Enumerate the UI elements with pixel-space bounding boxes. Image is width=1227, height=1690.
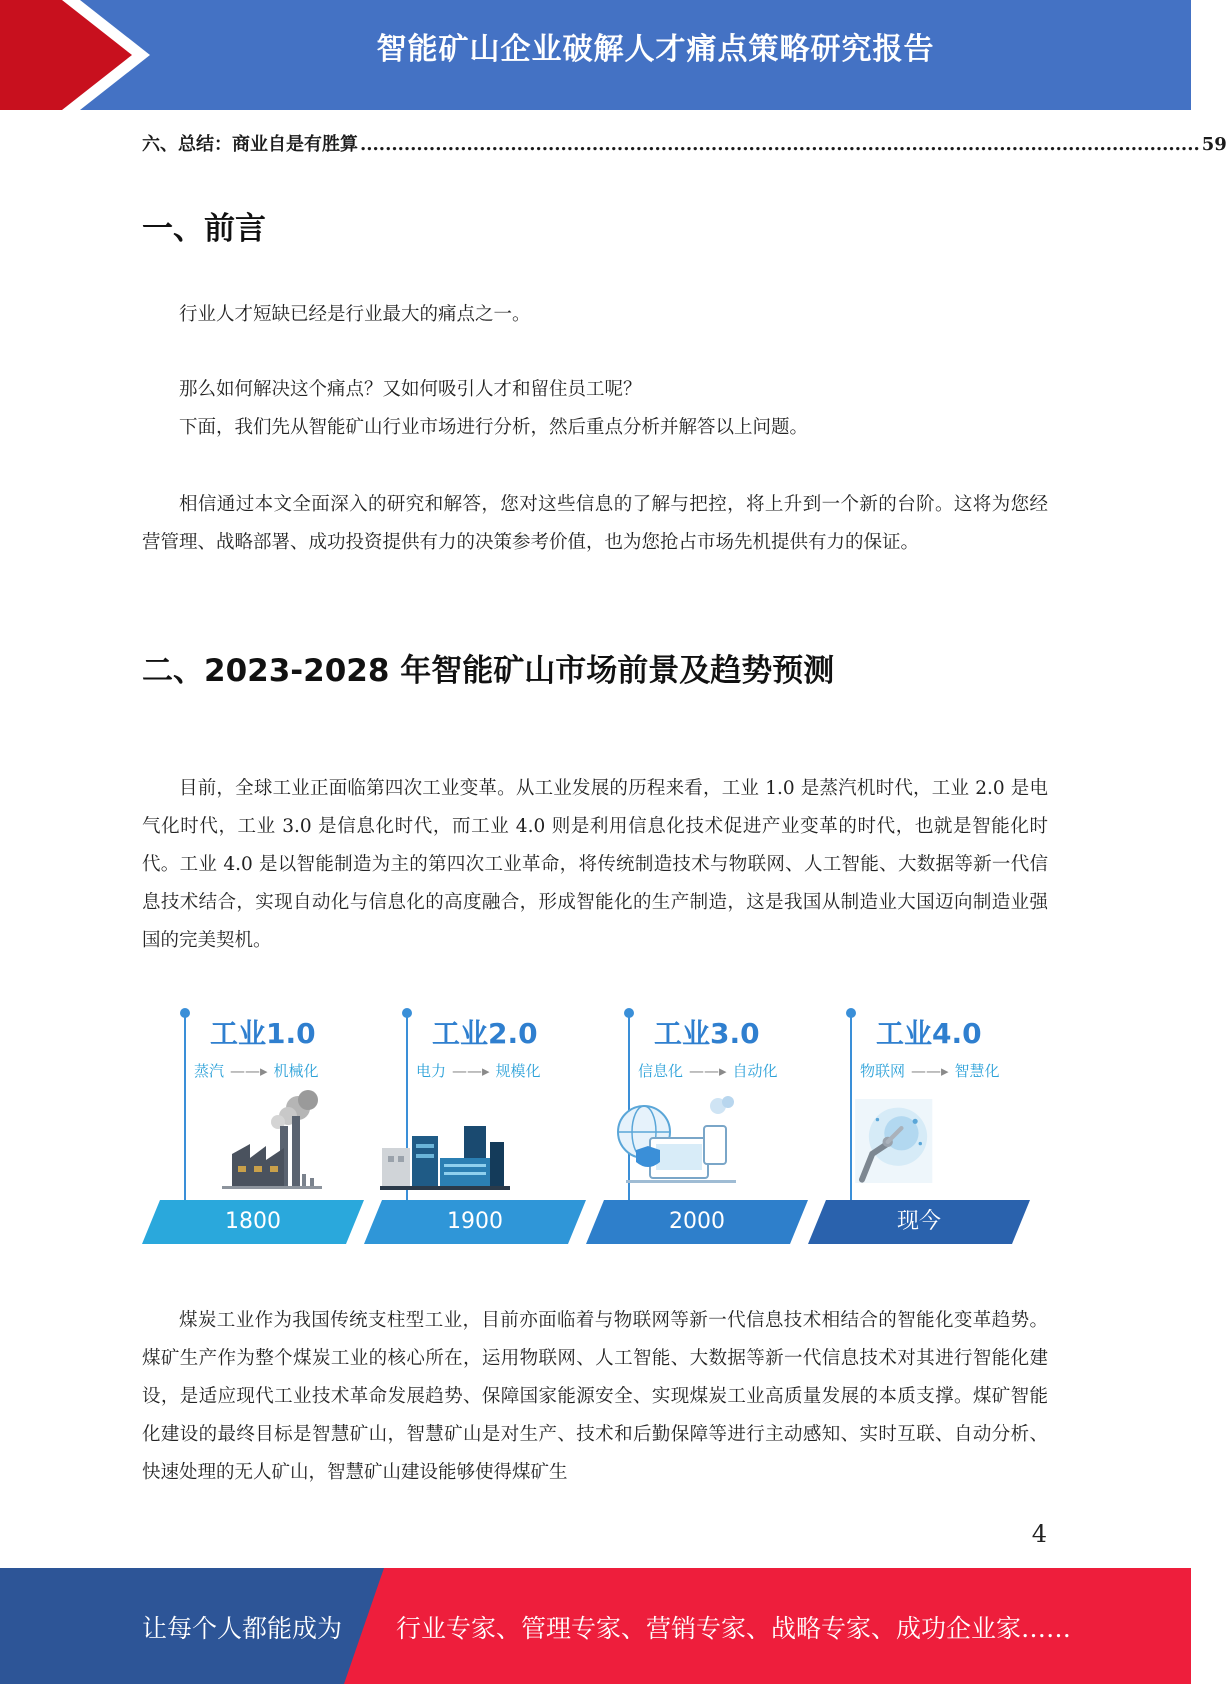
arrow-right-icon: ——▸ bbox=[689, 1061, 727, 1080]
stage-to: 规模化 bbox=[495, 1062, 541, 1080]
toc-entry[interactable] bbox=[142, 130, 1227, 158]
stage-title: 工业2.0 bbox=[432, 1017, 538, 1050]
toc-entry-title: 六、总结：商业自是有胜算 bbox=[142, 134, 358, 155]
timeline-stage bbox=[142, 1000, 364, 1250]
stage-transition bbox=[860, 1060, 1000, 1081]
stage-year-label bbox=[364, 1200, 586, 1244]
robot-arm-smart-icon bbox=[838, 1086, 958, 1196]
timeline-marker-line bbox=[184, 1010, 186, 1200]
stage-from: 电力 bbox=[416, 1062, 447, 1080]
stage-year: 1900 bbox=[447, 1209, 503, 1234]
stage-year-label bbox=[808, 1200, 1030, 1244]
timeline-stage bbox=[586, 1000, 808, 1250]
stage-from: 物联网 bbox=[860, 1062, 906, 1080]
page-footer bbox=[0, 1568, 1191, 1684]
header-chevron-decoration bbox=[0, 0, 160, 110]
section-heading-market-outlook: 二、2023-2028 年智能矿山市场前景及趋势预测 bbox=[142, 653, 835, 689]
timeline-marker-dot bbox=[624, 1008, 634, 1018]
arrow-right-icon: ——▸ bbox=[911, 1061, 949, 1080]
stage-transition bbox=[194, 1060, 319, 1081]
paragraph: 煤炭工业作为我国传统支柱型工业，目前亦面临着与物联网等新一代信息技术相结合的智能化变革趋势。煤矿生产作为整个煤炭工业的核心所在，运用物联网、人工智能、大数据等新一代信息技术对其进行智能化建设，是适应现代工业技术革命发展趋势、保障国家能源安全、实现煤炭工业高质量发展的本质支撑。煤矿智能化建设的最终目标是智慧矿山，智慧矿山是对生产、技术和后勤保障等进行主动感知、实时互联、自动分析、快速处理的无人矿山，智慧矿山建设能够使得煤矿生 bbox=[142, 1310, 1048, 1483]
footer-slogan-right: 行业专家、管理专家、营销专家、战略专家、成功企业家…… bbox=[396, 1614, 1072, 1643]
stage-year: 现今 bbox=[896, 1209, 941, 1234]
stage-to: 智慧化 bbox=[954, 1062, 1000, 1080]
stage-year: 1800 bbox=[225, 1209, 281, 1234]
stage-year-label bbox=[586, 1200, 808, 1244]
paragraph: 相信通过本文全面深入的研究和解答，您对这些信息的了解与把控，将上升到一个新的台阶。这将为您经营管理、战略部署、成功投资提供有力的决策参考价值，也为您抢占市场先机提供有力的保证。 bbox=[142, 494, 1048, 553]
stage-from: 信息化 bbox=[638, 1062, 684, 1080]
section-heading-preface: 一、前言 bbox=[142, 211, 266, 247]
paragraph: 那么如何解决这个痛点？又如何吸引人才和留住员工呢？ bbox=[179, 379, 642, 400]
timeline-marker-dot bbox=[846, 1008, 856, 1018]
page-header bbox=[0, 0, 1191, 110]
stage-title: 工业3.0 bbox=[654, 1017, 760, 1050]
header-title: 智能矿山企业破解人才痛点策略研究报告 bbox=[376, 32, 935, 67]
industrial-plant-icon bbox=[378, 1086, 518, 1196]
timeline-marker-dot bbox=[180, 1008, 190, 1018]
stage-transition bbox=[638, 1060, 778, 1081]
toc-entry-page: 59 bbox=[1201, 134, 1227, 155]
stage-to: 自动化 bbox=[732, 1062, 778, 1080]
arrow-right-icon: ——▸ bbox=[452, 1061, 490, 1080]
timeline-stage bbox=[808, 1000, 1030, 1250]
stage-title: 工业1.0 bbox=[210, 1017, 316, 1050]
timeline-marker-dot bbox=[402, 1008, 412, 1018]
stage-title: 工业4.0 bbox=[876, 1017, 982, 1050]
stage-year: 2000 bbox=[669, 1209, 725, 1234]
stage-year-label bbox=[142, 1200, 364, 1244]
paragraph: 目前，全球工业正面临第四次工业变革。从工业发展的历程来看，工业 1.0 是蒸汽机时代，工业 2.0 是电气化时代，工业 3.0 是信息化时代，而工业 4.0 则是利用信息化技术促进产业变革的时代，也就是智能化时代。工业 4.0 是以智能制造为主的第四次工业革命，将传统制造技术与物联网、人工智能、大数据等新一代信息技术结合，实现自动化与信息化的高度融合，形成智能化的生产制造，这是我国从制造业大国迈向制造业强国的完美契机。 bbox=[142, 778, 1048, 951]
page-number: 4 bbox=[1031, 1520, 1047, 1548]
toc-leader-dots: ...................................................................................................................................... bbox=[360, 134, 1200, 155]
footer-slogan-left: 让每个人都能成为 bbox=[142, 1614, 343, 1643]
stage-to: 机械化 bbox=[273, 1062, 319, 1080]
arrow-right-icon: ——▸ bbox=[230, 1061, 268, 1080]
industry-timeline-graphic bbox=[142, 1000, 1048, 1250]
stage-transition bbox=[416, 1060, 541, 1081]
paragraph: 下面，我们先从智能矿山行业市场进行分析，然后重点分析并解答以上问题。 bbox=[179, 417, 809, 438]
stage-from: 蒸汽 bbox=[194, 1062, 225, 1080]
timeline-stage bbox=[364, 1000, 586, 1250]
information-technology-icon bbox=[606, 1086, 746, 1196]
factory-smokestack-icon bbox=[202, 1086, 342, 1196]
paragraph: 行业人才短缺已经是行业最大的痛点之一。 bbox=[179, 304, 531, 325]
